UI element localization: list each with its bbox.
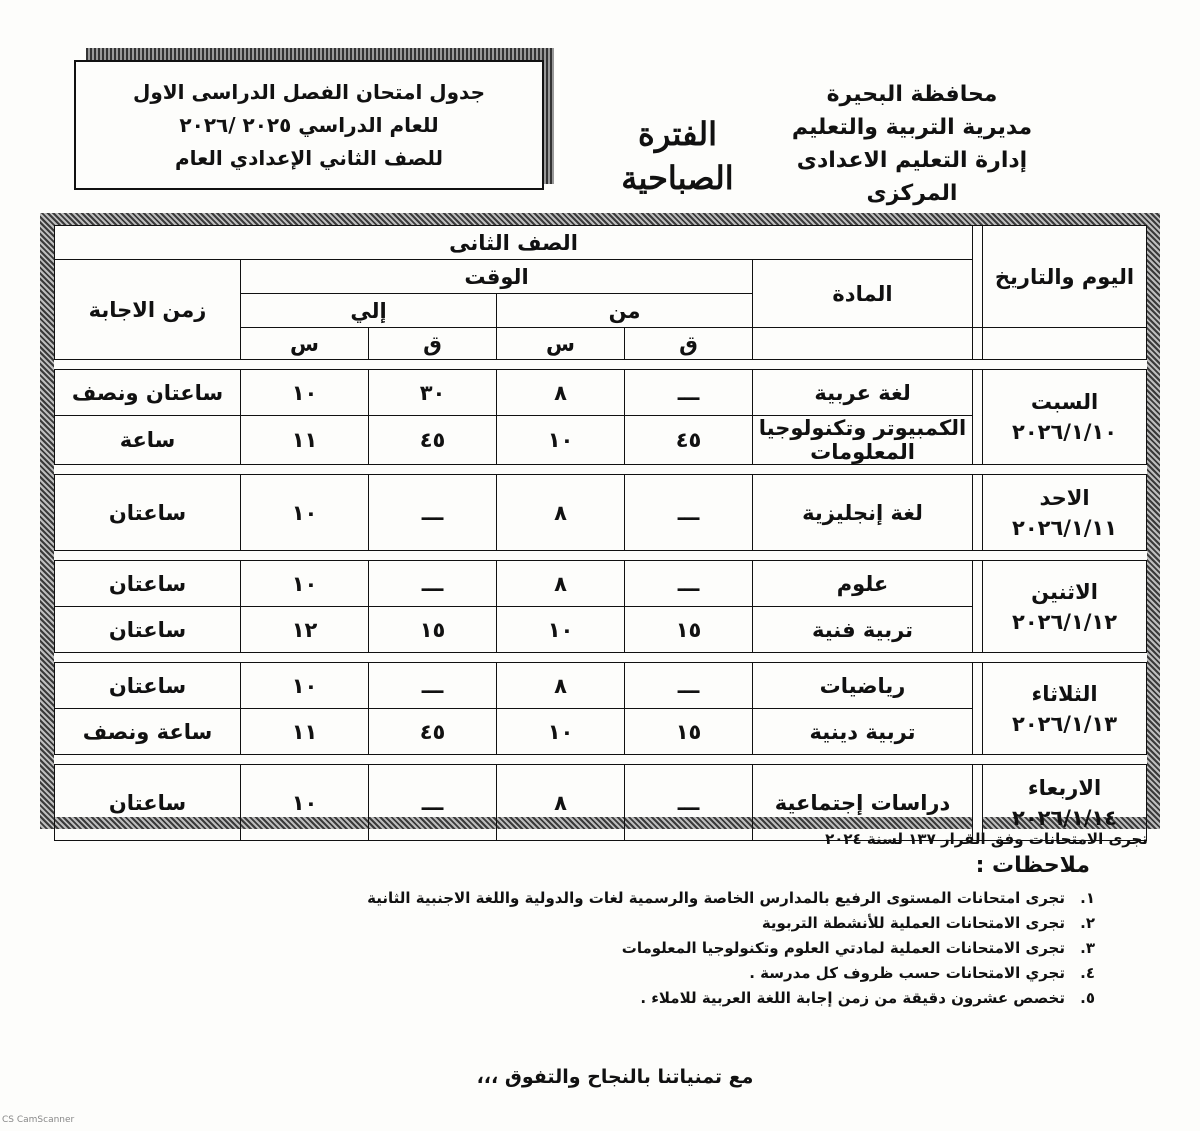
duration-header: زمن الاجابة	[55, 260, 241, 360]
from-minute-cell: ـــ	[625, 663, 753, 709]
subject-cell: لغة إنجليزية	[753, 475, 973, 551]
from-hour-cell: ١٠	[497, 607, 625, 653]
scanner-badge: CS CamScanner	[2, 1115, 75, 1125]
day-date-cell	[983, 475, 1147, 551]
to-minute-cell: ٤٥	[369, 416, 497, 465]
table-row	[55, 370, 1147, 416]
directorate-name: مديرية التربية والتعليم	[791, 115, 1033, 140]
from-minute-cell: ـــ	[625, 765, 753, 841]
note-item	[315, 911, 1095, 936]
from-minute-cell: ٤٥	[625, 416, 753, 465]
column-gap	[973, 663, 983, 755]
from-hour-header: س	[497, 328, 625, 360]
to-minute-cell: ٤٥	[369, 709, 497, 755]
group-gap	[55, 551, 1147, 561]
exam-date: ٢٠٢٦/١/١١	[1012, 515, 1118, 540]
administration-name: إدارة التعليم الاعدادى المركزى	[796, 148, 1028, 206]
to-minute-cell: ٣٠	[369, 370, 497, 416]
day-date-cell	[983, 370, 1147, 465]
group-gap-cell	[55, 360, 1147, 370]
day-name: الاربعاء	[1027, 775, 1102, 800]
column-gap	[973, 561, 983, 653]
schedule-frame	[40, 213, 1160, 829]
duration-cell: ساعة ونصف	[55, 709, 241, 755]
note-number: ٣.	[1080, 939, 1095, 957]
table-row	[55, 475, 1147, 551]
column-gap	[973, 328, 983, 360]
to-minute-cell: ـــ	[369, 765, 497, 841]
note-text: تجرى الامتحانات العملية لمادتي العلوم وتكنولوجيا المعلومات	[621, 939, 1065, 957]
directorate-header	[762, 78, 1062, 234]
to-hour-cell: ١٠	[241, 765, 369, 841]
from-hour-cell: ٨	[497, 561, 625, 607]
subject-cell: تربية فنية	[753, 607, 973, 653]
note-text: تجرى امتحانات المستوى الرفيع بالمدارس الخاصة والرسمية لغات والدولية واللغة الاجنبية الثانية	[367, 889, 1065, 907]
grade-header: الصف الثانى	[55, 226, 973, 260]
from-minute-cell: ١٥	[625, 607, 753, 653]
title-line-1: جدول امتحان الفصل الدراسى الاول	[132, 79, 486, 104]
duration-cell: ساعتان ونصف	[55, 370, 241, 416]
from-minute-cell: ـــ	[625, 561, 753, 607]
column-gap	[973, 226, 983, 328]
law-note: تجرى الامتحانات وفق القرار ١٣٧ لسنة ٢٠٢٤	[825, 830, 1148, 848]
from-hour-cell: ٨	[497, 370, 625, 416]
schedule-table	[54, 225, 1147, 841]
header-blank	[983, 328, 1147, 360]
duration-cell: ساعتان	[55, 561, 241, 607]
from-minute-header: ق	[625, 328, 753, 360]
group-gap	[55, 653, 1147, 663]
day-name: السبت	[1030, 390, 1099, 414]
subject-cell: رياضيات	[753, 663, 973, 709]
subject-cell: دراسات إجتماعية	[753, 765, 973, 841]
period-label	[605, 112, 750, 200]
note-text: تجرى الامتحانات العملية للأنشطة التربوية	[761, 914, 1065, 932]
subject-cell: لغة عربية	[753, 370, 973, 416]
from-hour-cell: ١٠	[497, 709, 625, 755]
to-minute-header: ق	[369, 328, 497, 360]
note-number: ٤.	[1080, 964, 1095, 982]
duration-cell: ساعتان	[55, 663, 241, 709]
schedule-table-container	[54, 225, 1146, 830]
day-name: الاثنين	[1031, 579, 1098, 604]
note-text: تخصص عشرون دقيقة من زمن إجابة اللغة العربية للاملاء .	[640, 989, 1065, 1007]
table-row	[55, 663, 1147, 709]
to-minute-cell: ـــ	[369, 475, 497, 551]
group-gap	[55, 755, 1147, 765]
from-minute-cell: ١٥	[625, 709, 753, 755]
to-minute-cell: ـــ	[369, 561, 497, 607]
to-hour-header: س	[241, 328, 369, 360]
to-hour-cell: ١٠	[241, 370, 369, 416]
from-hour-cell: ٨	[497, 475, 625, 551]
table-row	[55, 561, 1147, 607]
duration-cell: ساعة	[55, 416, 241, 465]
to-hour-cell: ١٢	[241, 607, 369, 653]
duration-cell: ساعتان	[55, 475, 241, 551]
subject-cell: تربية دينية	[753, 709, 973, 755]
exam-date: ٢٠٢٦/١/١٣	[1012, 711, 1118, 736]
group-gap-cell	[55, 551, 1147, 561]
from-hour-cell: ٨	[497, 663, 625, 709]
column-gap	[973, 475, 983, 551]
notes-list	[315, 886, 1095, 1011]
title-line-3: للصف الثاني الإعدادي العام	[174, 145, 444, 170]
note-number: ٢.	[1080, 914, 1095, 932]
closing-wishes: مع تمنياتنا بالنجاح والتفوق ،،،	[476, 1066, 754, 1088]
period-line-1: الفترة	[638, 115, 717, 153]
note-item	[315, 886, 1095, 911]
period-line-2: الصباحية	[621, 159, 734, 197]
group-gap	[55, 360, 1147, 370]
group-gap-cell	[55, 653, 1147, 663]
from-hour-cell: ١٠	[497, 416, 625, 465]
day-date-cell	[983, 561, 1147, 653]
column-gap	[973, 370, 983, 465]
title-box	[74, 60, 544, 190]
subject-header: المادة	[753, 260, 973, 328]
note-number: ١.	[1080, 889, 1095, 907]
subject-subheader-blank	[753, 328, 973, 360]
exam-date: ٢٠٢٦/١/١٢	[1012, 609, 1118, 634]
from-minute-cell: ـــ	[625, 370, 753, 416]
day-date-cell	[983, 663, 1147, 755]
from-minute-cell: ـــ	[625, 475, 753, 551]
subject-cell: الكمبيوتر وتكنولوجيا المعلومات	[753, 416, 973, 465]
day-name: الاحد	[1039, 485, 1090, 510]
from-header: من	[497, 294, 753, 328]
note-number: ٥.	[1080, 989, 1095, 1007]
to-header: إلي	[241, 294, 497, 328]
to-hour-cell: ١٠	[241, 561, 369, 607]
note-item	[315, 986, 1095, 1011]
exam-date: ٢٠٢٦/١/١٤	[1012, 805, 1118, 830]
to-minute-cell: ـــ	[369, 663, 497, 709]
group-gap-cell	[55, 755, 1147, 765]
to-hour-cell: ١١	[241, 709, 369, 755]
notes-title: ملاحظات :	[975, 853, 1090, 878]
exam-date: ٢٠٢٦/١/١٠	[1012, 420, 1118, 444]
day-date-header: اليوم والتاريخ	[983, 226, 1147, 328]
note-text: تجري الامتحانات حسب ظروف كل مدرسة .	[749, 964, 1065, 982]
day-name: الثلاثاء	[1031, 681, 1098, 706]
note-item	[315, 961, 1095, 986]
group-gap	[55, 465, 1147, 475]
note-item	[315, 936, 1095, 961]
group-gap-cell	[55, 465, 1147, 475]
to-hour-cell: ١١	[241, 416, 369, 465]
duration-cell: ساعتان	[55, 765, 241, 841]
to-minute-cell: ١٥	[369, 607, 497, 653]
duration-cell: ساعتان	[55, 607, 241, 653]
subject-cell: علوم	[753, 561, 973, 607]
to-hour-cell: ١٠	[241, 663, 369, 709]
from-hour-cell: ٨	[497, 765, 625, 841]
time-header: الوقت	[241, 260, 753, 294]
to-hour-cell: ١٠	[241, 475, 369, 551]
title-line-2: للعام الدراسي ٢٠٢٥ /٢٠٢٦	[179, 112, 439, 137]
governorate-name: محافظة البحيرة	[826, 82, 998, 107]
schedule-body	[55, 226, 1147, 841]
